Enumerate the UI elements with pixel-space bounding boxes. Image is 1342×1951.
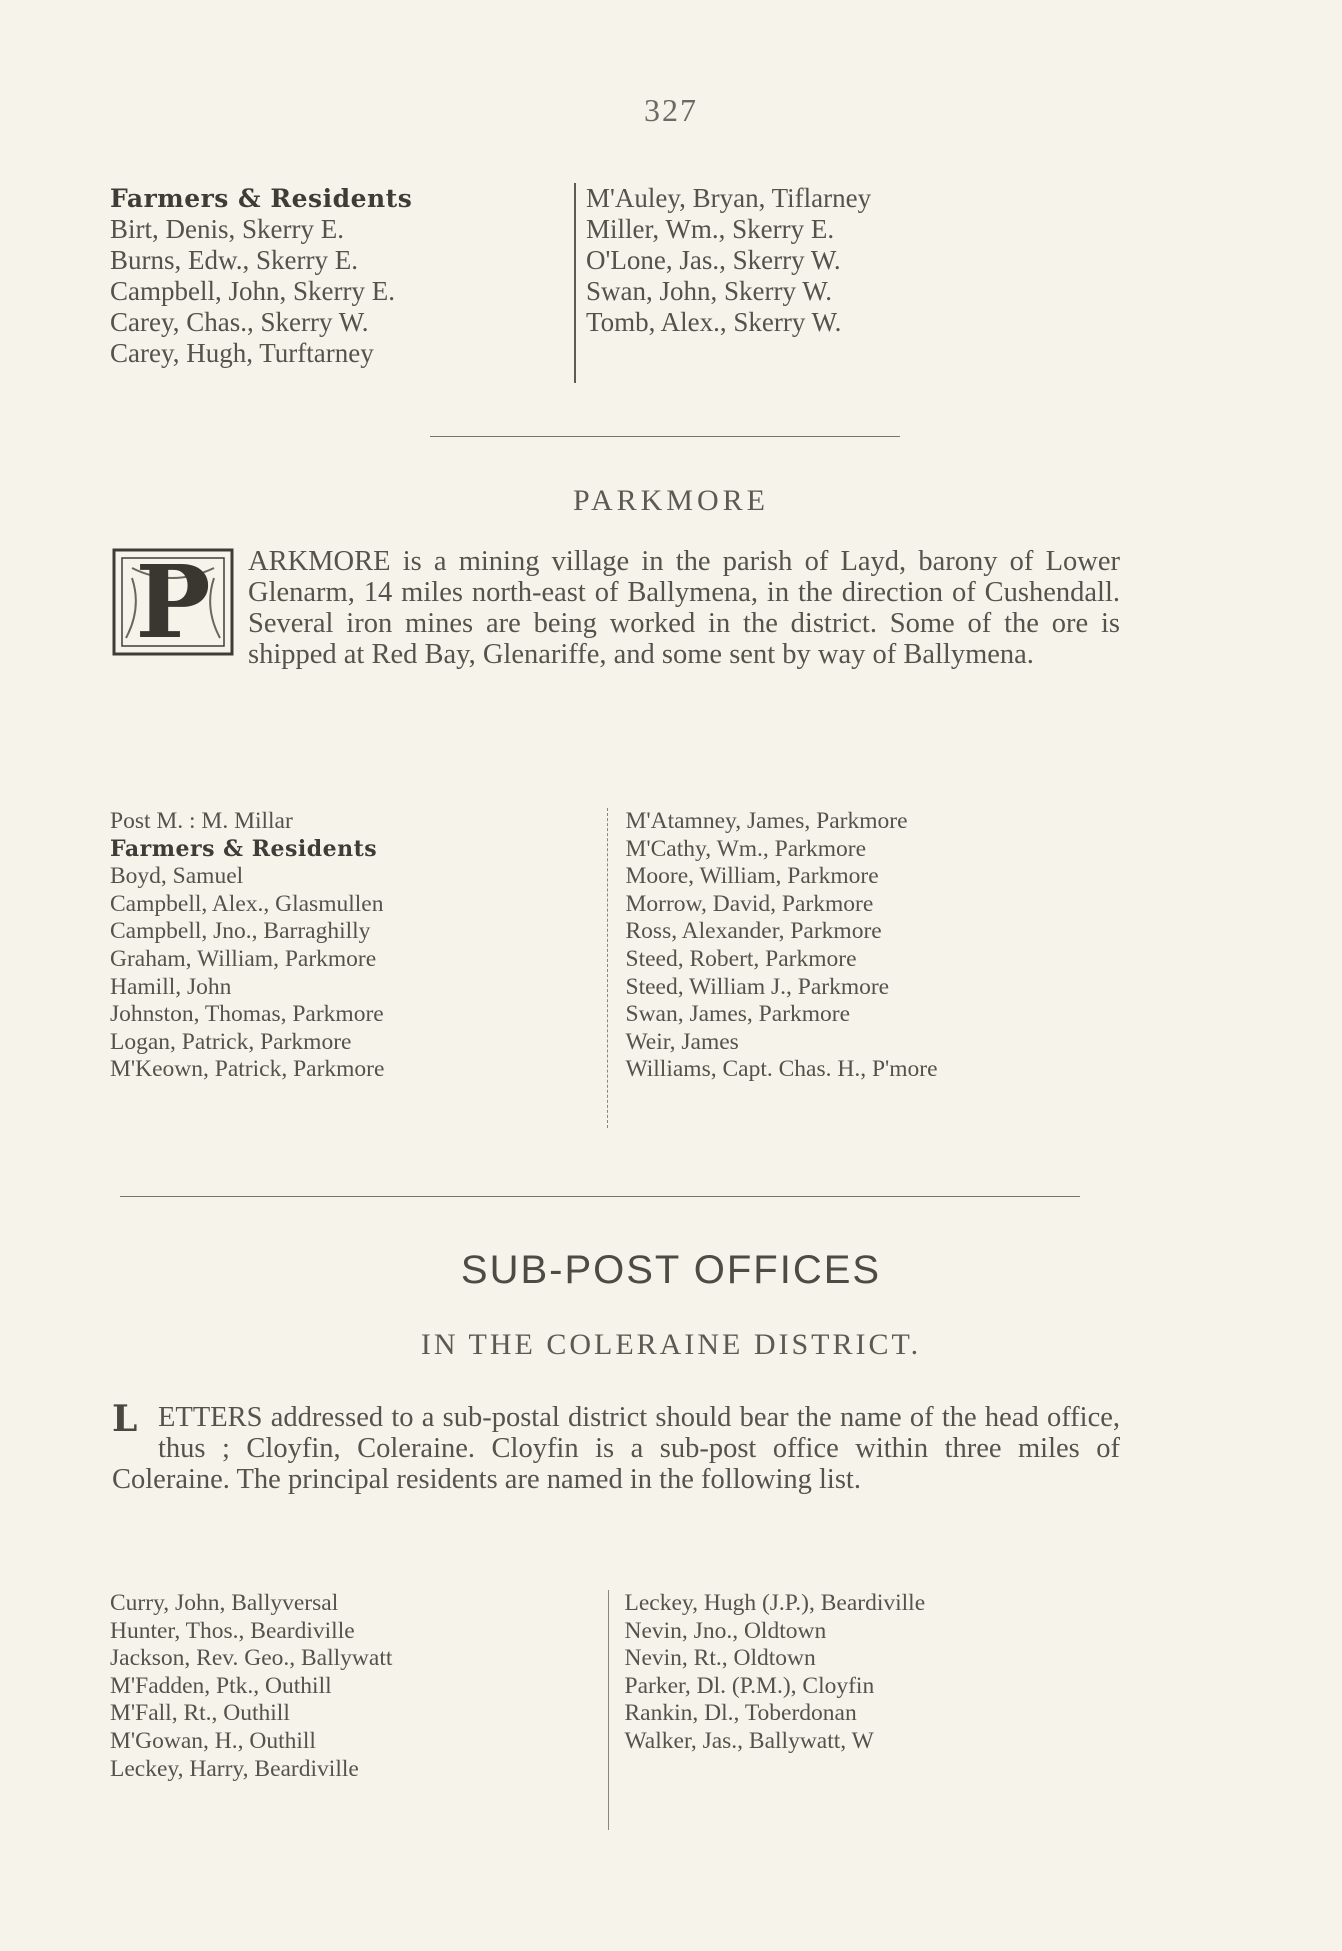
list-item: Boyd, Samuel — [110, 863, 244, 890]
list-item: M'Cathy, Wm., Parkmore — [625, 835, 867, 862]
list-item: M'Fall, Rt., Outhill — [110, 1700, 290, 1727]
drop-cap-ornament — [112, 543, 234, 661]
entry-list — [110, 1590, 596, 1783]
list-item: Steed, William J., Parkmore — [625, 973, 890, 1000]
list-item: Nevin, Rt., Oldtown — [624, 1645, 816, 1672]
list-item: Birt, Denis, Skerry E. — [110, 214, 344, 244]
list-item: Hamill, John — [110, 973, 232, 1000]
list-item: Hunter, Thos., Beardiville — [110, 1617, 355, 1644]
parkmore-description — [112, 543, 1120, 670]
list-item: Miller, Wm., Skerry E. — [586, 214, 835, 244]
list-item: M'Gowan, H., Outhill — [110, 1727, 316, 1754]
residents-list-top — [110, 183, 1040, 383]
residents-column-left — [110, 183, 574, 383]
list-item: Ross, Alexander, Parkmore — [625, 918, 882, 945]
section-title: SUB-POST OFFICES — [460, 1248, 882, 1292]
list-item: Nevin, Jno., Oldtown — [624, 1617, 827, 1644]
page-number: 327 — [644, 92, 698, 128]
entry-list — [586, 183, 1040, 338]
list-item: M'Keown, Patrick, Parkmore — [110, 1056, 385, 1083]
list-item: M'Atamney, James, Parkmore — [625, 808, 908, 834]
entry-list — [625, 1590, 1111, 1756]
section-rule — [430, 436, 900, 437]
list-item: O'Lone, Jas., Skerry W. — [586, 245, 841, 275]
subpost-description — [112, 1398, 1120, 1495]
list-item: Steed, Robert, Parkmore — [625, 945, 857, 972]
list-item: Williams, Capt. Chas. H., P'more — [625, 1056, 938, 1083]
residents-column-right — [609, 1590, 1111, 1830]
list-item: Campbell, John, Skerry E. — [110, 276, 395, 306]
residents-list-subpost — [110, 1590, 1110, 1830]
residents-column-left — [110, 1590, 608, 1830]
list-item: Swan, John, Skerry W. — [586, 276, 833, 306]
list-item: Parker, Dl. (P.M.), Cloyfin — [624, 1672, 875, 1699]
list-item: Campbell, Alex., Glasmullen — [110, 890, 384, 917]
entry-list — [110, 863, 595, 1084]
list-item: Walker, Jas., Ballywatt, W — [624, 1727, 874, 1754]
list-item: Carey, Hugh, Turftarney — [110, 338, 374, 368]
list-item: Moore, William, Parkmore — [625, 863, 879, 890]
entry-list — [626, 808, 1111, 1084]
list-item: Logan, Patrick, Parkmore — [110, 1028, 352, 1055]
list-item: Morrow, David, Parkmore — [625, 890, 874, 917]
list-item: Rankin, Dl., Toberdonan — [624, 1700, 857, 1727]
residents-list-parkmore — [110, 808, 1110, 1128]
paragraph: ETTERS addressed to a sub-postal district should bear the name of the head office, thus ; Cloyfin, Coleraine. Cloyfin is a sub-post office within three miles of Coleraine. The principal residents are named in the following list. — [112, 1402, 1120, 1495]
section-subtitle: IN THE COLERAINE DISTRICT. — [420, 1328, 922, 1361]
drop-cap-letter: L — [112, 1398, 138, 1440]
entry-list — [110, 214, 564, 369]
section-heading: Farmers & Residents — [110, 184, 413, 213]
residents-column-left — [110, 808, 607, 1128]
list-item: Carey, Chas., Skerry W. — [110, 307, 369, 337]
residents-column-right — [608, 808, 1111, 1128]
drop-cap-letter: P — [135, 543, 211, 661]
list-item: M'Fadden, Ptk., Outhill — [110, 1672, 332, 1699]
residents-column-right — [576, 183, 1040, 383]
list-item: Jackson, Rev. Geo., Ballywatt — [110, 1645, 393, 1672]
list-item: Leckey, Hugh (J.P.), Beardiville — [624, 1590, 926, 1616]
list-item: M'Auley, Bryan, Tiflarney — [586, 183, 872, 213]
section-heading: Farmers & Residents — [110, 835, 378, 862]
list-item: Swan, James, Parkmore — [625, 1001, 851, 1028]
section-rule — [120, 1196, 1080, 1197]
paragraph: ARKMORE is a mining village in the parish of Layd, barony of Lower Glenarm, 14 miles north-east of Ballymena, in the direction of Cushendall. Several iron mines are being worked in the district. Some of the ore is shipped at Red Bay, Glenariffe, and some sent by way of Ballymena. — [248, 546, 1120, 670]
section-title: PARKMORE — [573, 484, 769, 517]
list-item: Weir, James — [625, 1028, 739, 1055]
drop-cap-ornament — [112, 1398, 154, 1440]
list-item: Leckey, Harry, Beardiville — [110, 1755, 359, 1782]
list-item: Johnston, Thomas, Parkmore — [110, 1001, 384, 1028]
post-office-line: Post M. : M. Millar — [110, 808, 293, 834]
list-item: Tomb, Alex., Skerry W. — [586, 307, 842, 337]
list-item: Graham, William, Parkmore — [110, 945, 377, 972]
list-item: Campbell, Jno., Barraghilly — [110, 918, 371, 945]
list-item: Curry, John, Ballyversal — [110, 1590, 339, 1616]
list-item: Burns, Edw., Skerry E. — [110, 245, 358, 275]
